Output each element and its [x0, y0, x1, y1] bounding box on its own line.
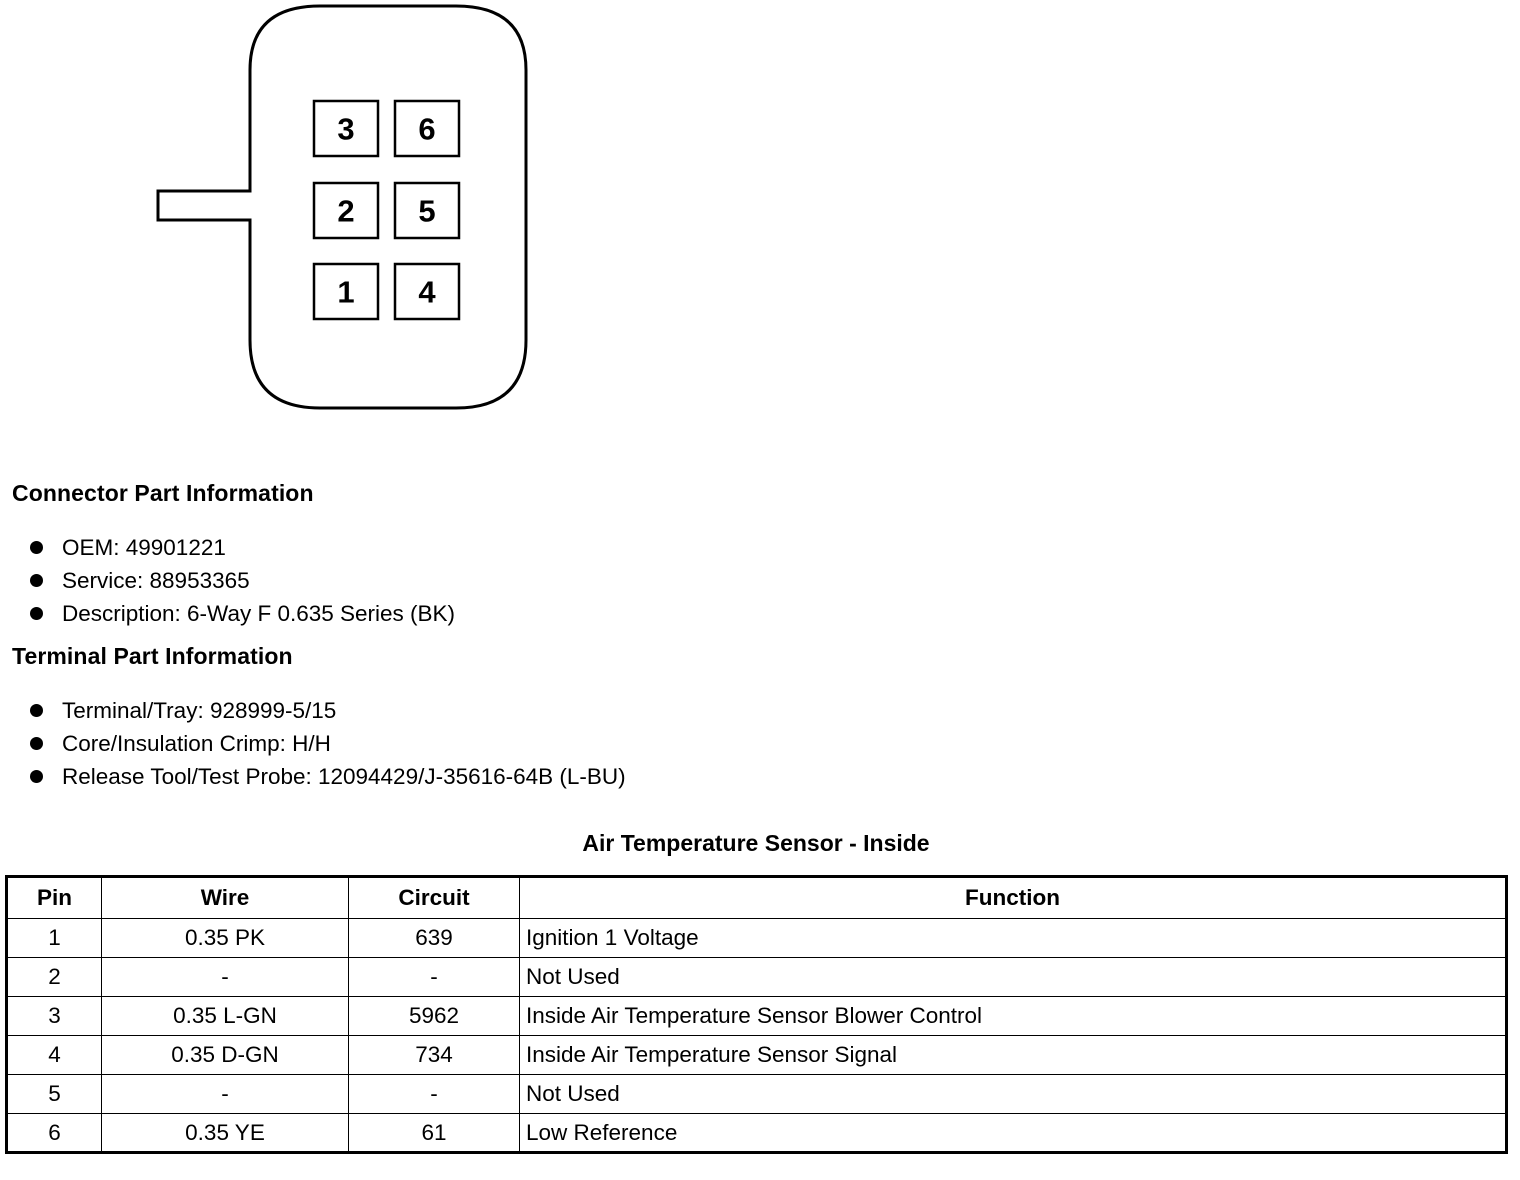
connector-info-list — [26, 531, 455, 630]
table-row — [7, 997, 1507, 1036]
bullet-icon — [30, 704, 43, 717]
function-cell: Not Used — [520, 1075, 1507, 1114]
circuit-cell: 61 — [349, 1114, 520, 1153]
bullet-icon — [30, 737, 43, 750]
column-header-circuit: Circuit — [349, 877, 520, 919]
function-cell: Inside Air Temperature Sensor Blower Control — [520, 997, 1507, 1036]
function-cell: Ignition 1 Voltage — [520, 919, 1507, 958]
pin-cell: 3 — [7, 997, 102, 1036]
circuit-cell: - — [349, 958, 520, 997]
pin-number-3: 3 — [337, 111, 355, 147]
terminal-tray: Terminal/Tray: 928999-5/15 — [62, 698, 337, 723]
pin-number-5: 5 — [418, 193, 436, 229]
table-row — [7, 919, 1507, 958]
release-tool-test-probe: Release Tool/Test Probe: 12094429/J-35616-64B (L-BU) — [62, 764, 626, 789]
terminal-info-heading: Terminal Part Information — [12, 643, 293, 669]
bullet-icon — [30, 770, 43, 783]
core-insulation-crimp: Core/Insulation Crimp: H/H — [62, 731, 331, 756]
pin-cell: 1 — [7, 919, 102, 958]
oem-part-number: OEM: 49901221 — [62, 535, 226, 560]
wire-cell: 0.35 L-GN — [102, 997, 349, 1036]
pin-cell: 4 — [7, 1036, 102, 1075]
connector-info-heading: Connector Part Information — [12, 480, 314, 506]
table-row — [7, 1114, 1507, 1153]
table-header-row — [7, 877, 1507, 919]
service-part-number: Service: 88953365 — [62, 568, 250, 593]
pin-number-4: 4 — [418, 274, 436, 310]
column-header-wire: Wire — [102, 877, 349, 919]
column-header-pin: Pin — [7, 877, 102, 919]
connector-description: Description: 6-Way F 0.635 Series (BK) — [62, 601, 456, 626]
list-item — [26, 597, 455, 630]
terminal-info-list — [26, 694, 626, 793]
pin-number-1: 1 — [337, 274, 355, 310]
list-item — [26, 760, 626, 793]
list-item — [26, 694, 626, 727]
pin-cell: 6 — [7, 1114, 102, 1153]
function-cell: Not Used — [520, 958, 1507, 997]
list-item — [26, 531, 455, 564]
table-row — [7, 1075, 1507, 1114]
circuit-cell: 639 — [349, 919, 520, 958]
wire-cell: - — [102, 1075, 349, 1114]
table-title: Air Temperature Sensor - Inside — [582, 830, 930, 856]
wire-cell: 0.35 PK — [102, 919, 349, 958]
pinout-table — [5, 875, 1508, 1154]
bullet-icon — [30, 541, 43, 554]
pin-cell: 2 — [7, 958, 102, 997]
circuit-cell: 5962 — [349, 997, 520, 1036]
wire-cell: - — [102, 958, 349, 997]
wire-cell: 0.35 YE — [102, 1114, 349, 1153]
circuit-cell: - — [349, 1075, 520, 1114]
bullet-icon — [30, 574, 43, 587]
connector-diagram — [0, 0, 560, 420]
function-cell: Inside Air Temperature Sensor Signal — [520, 1036, 1507, 1075]
pin-grid — [314, 101, 459, 319]
circuit-cell: 734 — [349, 1036, 520, 1075]
list-item — [26, 564, 455, 597]
bullet-icon — [30, 607, 43, 620]
table-row — [7, 1036, 1507, 1075]
function-cell: Low Reference — [520, 1114, 1507, 1153]
table-row — [7, 958, 1507, 997]
pin-number-6: 6 — [418, 111, 436, 147]
pin-number-2: 2 — [337, 193, 355, 229]
pin-cell: 5 — [7, 1075, 102, 1114]
list-item — [26, 727, 626, 760]
column-header-function: Function — [520, 877, 1507, 919]
wire-cell: 0.35 D-GN — [102, 1036, 349, 1075]
